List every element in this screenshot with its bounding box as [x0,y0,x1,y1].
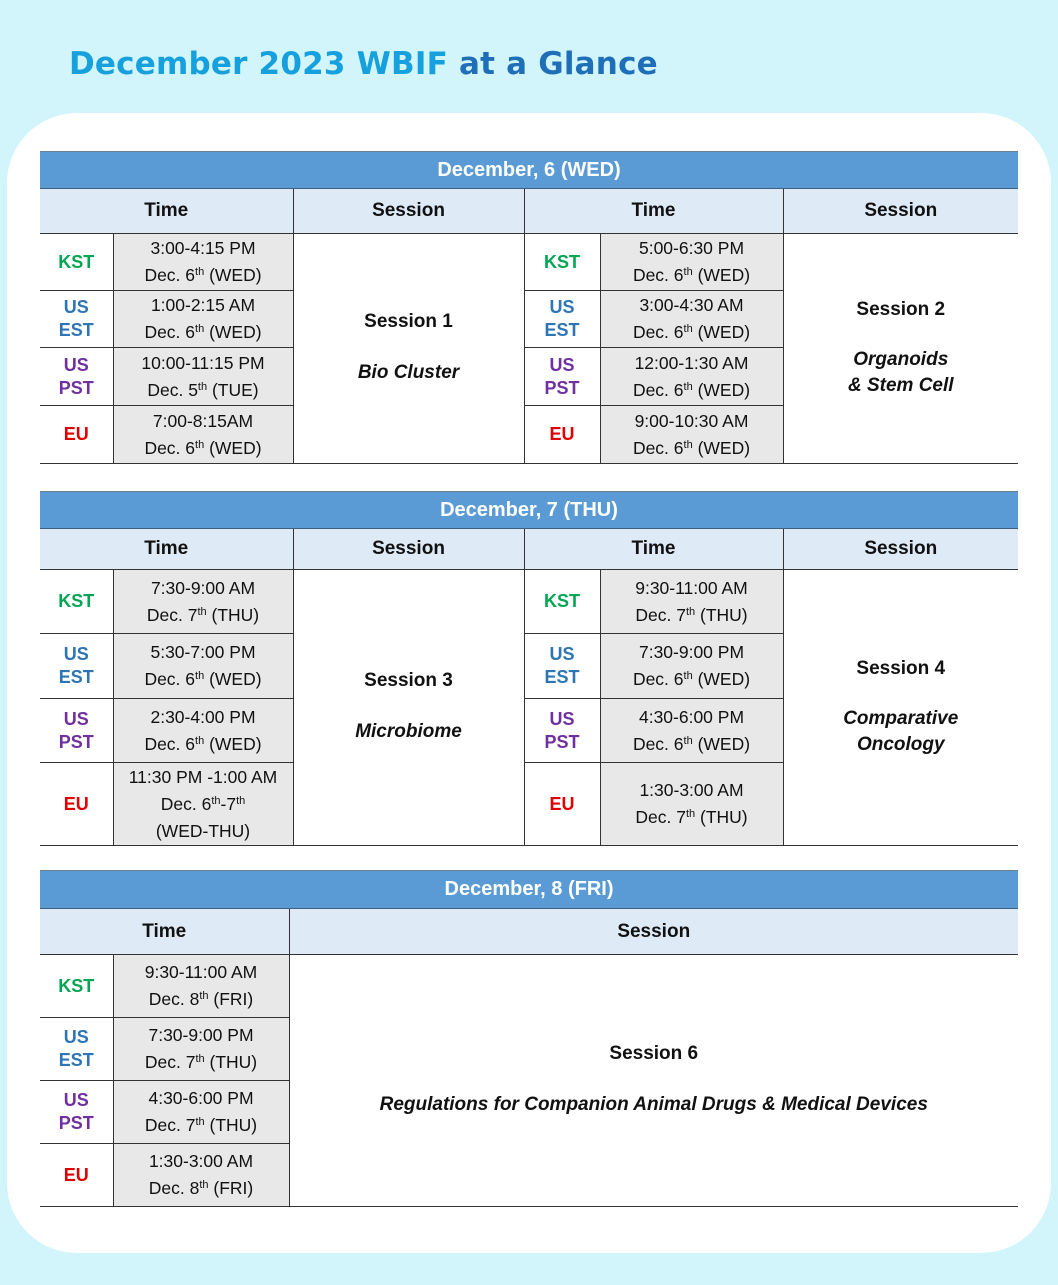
zone-us-est: US EST [40,291,113,348]
time-cell: 1:00-2:15 AM Dec. 6th (WED) [113,291,293,348]
zone-eu: EU [524,406,600,464]
column-header-session: Session [293,529,524,570]
time-cell: 5:30-7:00 PM Dec. 6th (WED) [113,634,293,699]
zone-kst: KST [40,234,113,291]
session-topic: Regulations for Companion Animal Drugs & Medical Devices [379,1094,928,1115]
zone-us-pst: US PST [40,1081,113,1144]
zone-us-pst: US PST [524,348,600,406]
time-cell: 7:30-9:00 AM Dec. 7th (THU) [113,570,293,634]
time-cell: 10:00-11:15 PM Dec. 5th (TUE) [113,348,293,406]
zone-eu: EU [40,763,113,846]
time-cell: 11:30 PM -1:00 AM Dec. 6th-7th (WED-THU) [113,763,293,846]
time-cell: 4:30-6:00 PM Dec. 7th (THU) [113,1081,289,1144]
time-cell: 9:30-11:00 AM Dec. 8th (FRI) [113,955,289,1018]
zone-kst: KST [40,570,113,634]
schedule-table-dec-8 [40,870,1018,1207]
column-header-session: Session [783,529,1018,570]
session-cell [289,955,1018,1207]
day-header: December, 8 (FRI) [40,871,1018,909]
page-title [69,46,658,82]
session-cell [293,570,524,846]
title-subtitle: at a Glance [458,46,658,82]
zone-kst: KST [524,570,600,634]
column-header-time: Time [524,529,783,570]
day-header: December, 7 (THU) [40,492,1018,529]
session-topic: Microbiome [355,721,462,742]
zone-us-est: US EST [524,634,600,699]
schedule-table-dec-7 [40,491,1018,846]
session-name: Session 4 [856,657,946,679]
column-header-session: Session [293,189,524,234]
zone-us-pst: US PST [524,699,600,763]
zone-us-est: US EST [40,634,113,699]
session-topic: Comparative Oncology [843,707,959,755]
session-topic: Bio Cluster [357,362,460,383]
session-cell [783,570,1018,846]
time-cell: 2:30-4:00 PM Dec. 6th (WED) [113,699,293,763]
column-header-session: Session [289,909,1018,955]
zone-kst: KST [40,955,113,1018]
time-cell: 1:30-3:00 AM Dec. 8th (FRI) [113,1144,289,1207]
zone-eu: EU [40,406,113,464]
title-event-name: December 2023 WBIF [69,46,448,82]
zone-eu: EU [40,1144,113,1207]
column-header-time: Time [40,529,293,570]
time-cell: 9:00-10:30 AM Dec. 6th (WED) [600,406,783,464]
time-cell: 7:30-9:00 PM Dec. 7th (THU) [113,1018,289,1081]
zone-us-est: US EST [40,1018,113,1081]
session-name: Session 3 [364,670,453,691]
schedule-table-dec-6 [40,151,1018,464]
zone-us-est: US EST [524,291,600,348]
time-cell: 7:00-8:15AM Dec. 6th (WED) [113,406,293,464]
time-cell: 9:30-11:00 AM Dec. 7th (THU) [600,570,783,634]
time-cell: 3:00-4:15 PM Dec. 6th (WED) [113,234,293,291]
session-name: Session 2 [856,298,946,320]
time-cell: 12:00-1:30 AM Dec. 6th (WED) [600,348,783,406]
zone-us-pst: US PST [40,699,113,763]
zone-us-pst: US PST [40,348,113,406]
session-cell [293,234,524,464]
column-header-time: Time [40,189,293,234]
time-cell: 7:30-9:00 PM Dec. 6th (WED) [600,634,783,699]
zone-eu: EU [524,763,600,846]
column-header-time: Time [524,189,783,234]
column-header-time: Time [40,909,289,955]
session-name: Session 6 [609,1043,699,1064]
zone-kst: KST [524,234,600,291]
session-name: Session 1 [364,311,453,332]
session-topic: Organoids & Stem Cell [847,348,954,396]
time-cell: 1:30-3:00 AM Dec. 7th (THU) [600,763,783,846]
day-header: December, 6 (WED) [40,152,1018,189]
time-cell: 4:30-6:00 PM Dec. 6th (WED) [600,699,783,763]
time-cell: 3:00-4:30 AM Dec. 6th (WED) [600,291,783,348]
column-header-session: Session [783,189,1018,234]
time-cell: 5:00-6:30 PM Dec. 6th (WED) [600,234,783,291]
session-cell [783,234,1018,464]
